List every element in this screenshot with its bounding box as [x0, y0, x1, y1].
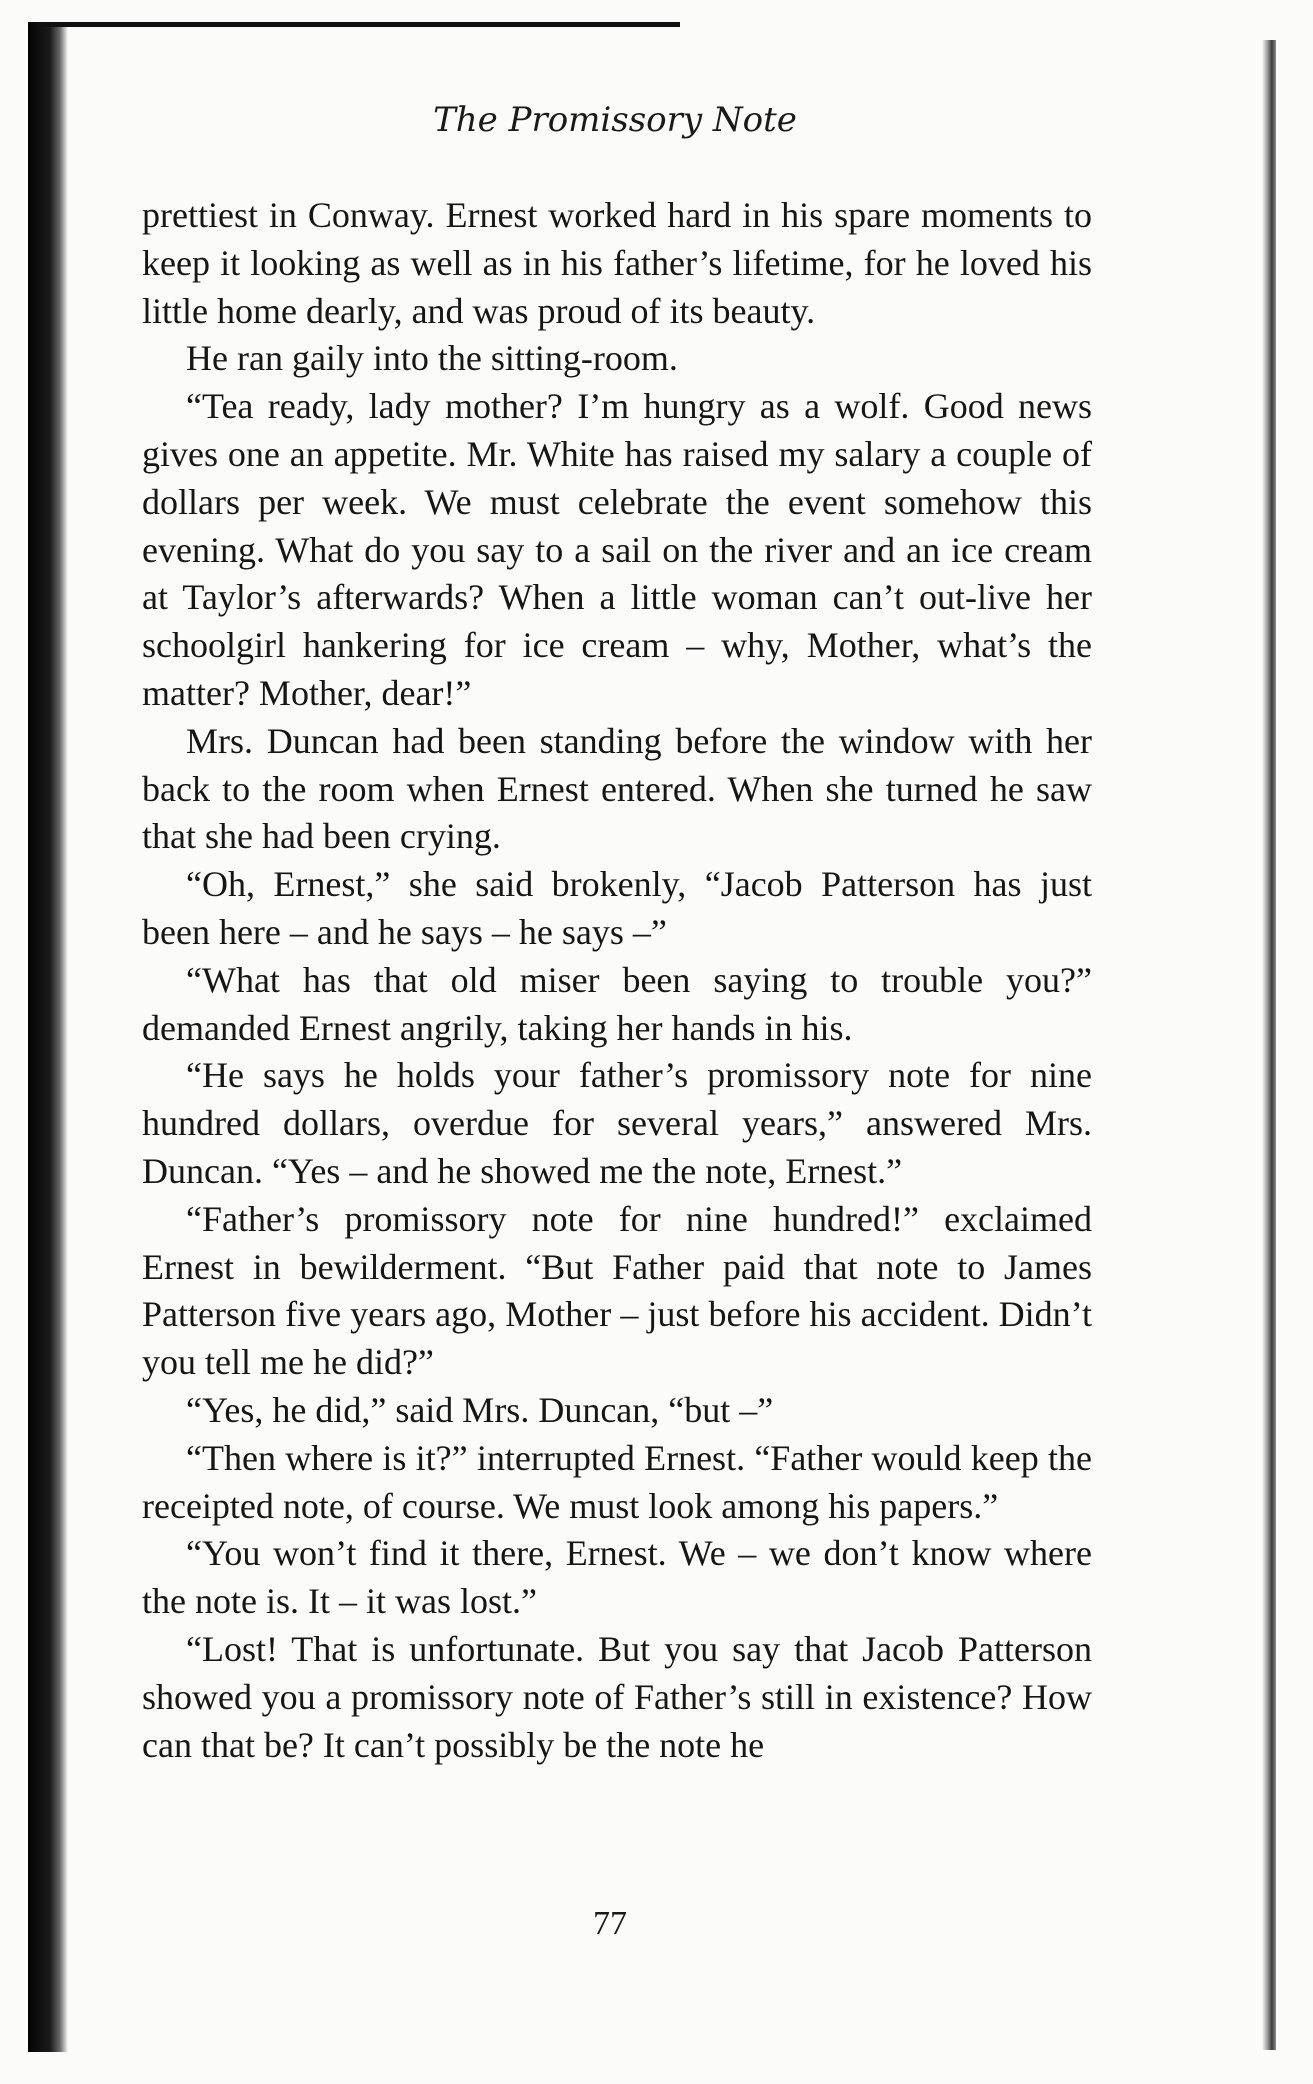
paragraph: “Father’s promissory note for nine hundred!” exclaimed Ernest in bewilderment. “But Father paid that note to James Patterson five years ago, Mother – just before his accident. Didn’t you tell me he did?” [142, 1198, 1092, 1383]
body-text [142, 192, 1092, 1769]
paragraph: “Tea ready, lady mother? I’m hungry as a wolf. Good news gives one an appetite. Mr. White has raised my salary a couple of dollars per week. We must celebrate the event somehow this evening. What do you say to a sail on the river and an ice cream at Taylor’s afterwards? When a little woman can’t out-live her schoolgirl hankering for ice cream – why, Mother, what’s the matter? Mother, dear!” [142, 386, 1092, 713]
paragraph: “Yes, he did,” said Mrs. Duncan, “but –” [186, 1389, 774, 1430]
paragraph: “He says he holds your father’s promissory note for nine hundred dollars, overdue for several years,” answered Mrs. Duncan. “Yes – and he showed me the note, Ernest.” [142, 1055, 1092, 1191]
paragraph: He ran gaily into the sitting-room. [186, 338, 678, 379]
paragraph: “Then where is it?” interrupted Ernest. “Father would keep the receipted note, of course. We must look among his papers.” [142, 1437, 1092, 1526]
running-head: The Promissory Note [433, 100, 797, 140]
paragraph: “What has that old miser been saying to trouble you?” demanded Ernest angrily, taking her hands in his. [142, 959, 1092, 1048]
scan-edge-top [40, 22, 680, 27]
paragraph: “You won’t find it there, Ernest. We – we don’t know where the note is. It – it was lost.” [142, 1533, 1092, 1622]
binding-shadow-right [1262, 40, 1276, 2050]
paragraph: “Lost! That is unfortunate. But you say that Jacob Patterson showed you a promissory note of Father’s still in existence? How can that be? It can’t possibly be the note he [142, 1628, 1092, 1765]
paragraph-continuation: prettiest in Conway. Ernest worked hard in his spare moments to keep it looking as well as in his father’s lifetime, for he loved his little home dearly, and was proud of its beauty. [142, 195, 1092, 331]
page-number: 77 [593, 1905, 627, 1942]
paragraph: “Oh, Ernest,” she said brokenly, “Jacob Patterson has just been here – and he says – he says –” [142, 864, 1092, 952]
paragraph: Mrs. Duncan had been standing before the window with her back to the room when Ernest entered. When she turned he saw that she had been crying. [142, 720, 1092, 857]
binding-shadow-left [28, 22, 68, 2052]
